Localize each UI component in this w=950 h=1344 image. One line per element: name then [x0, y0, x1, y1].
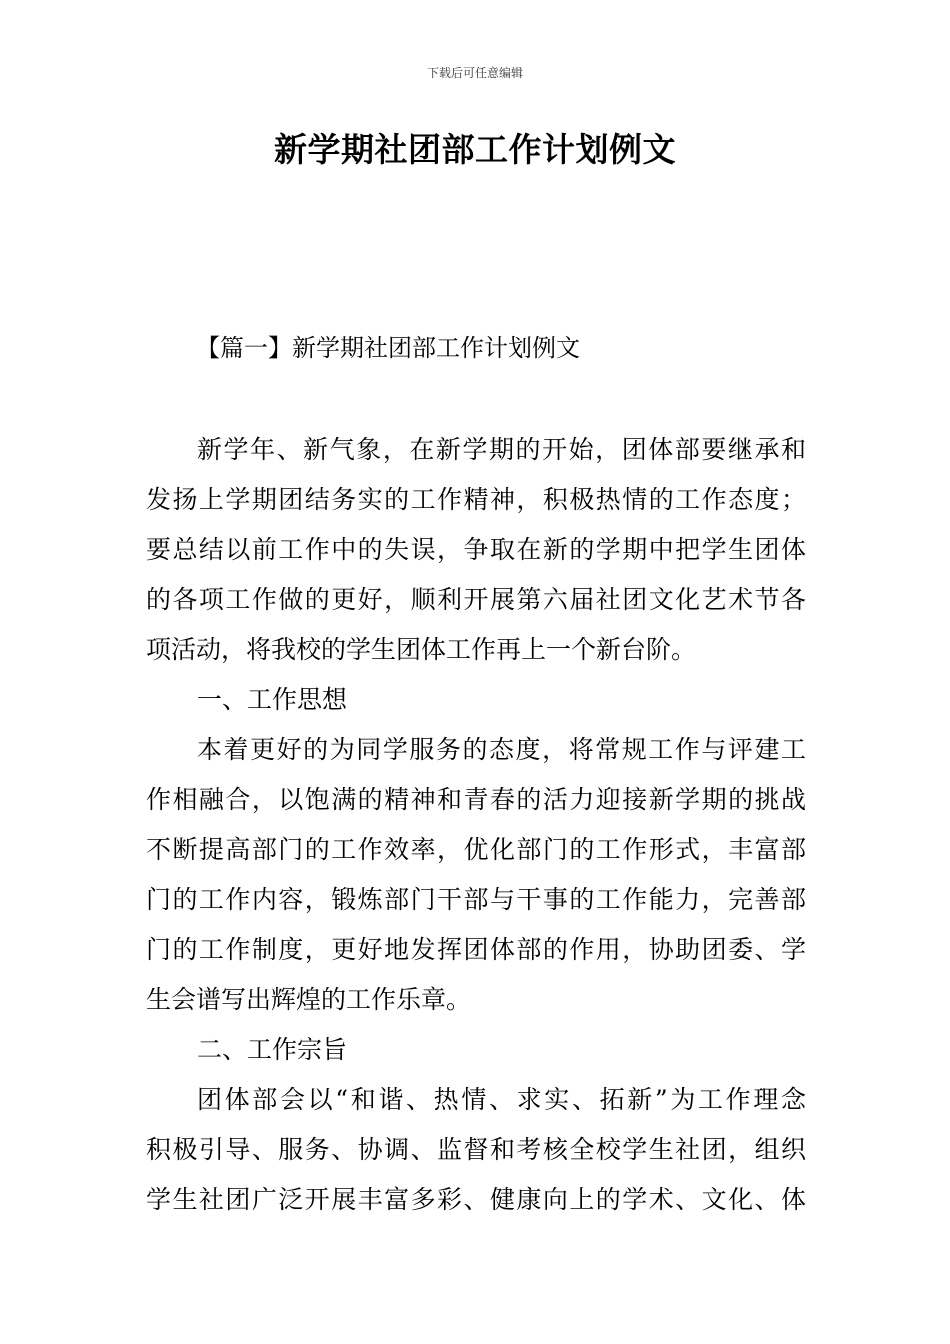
paragraph-line: 团体部会以“和谐、热情、求实、拓新”为工作理念: [197, 1085, 806, 1114]
heading-work-philosophy: 一、工作思想: [197, 685, 348, 714]
paragraph-line: 本着更好的为同学服务的态度，将常规工作与评建工: [197, 735, 806, 764]
paragraph-line: 学生社团广泛开展丰富多彩、健康向上的学术、文化、体: [146, 1185, 806, 1214]
paragraph-line: 发扬上学期团结务实的工作精神，积极热情的工作态度；: [146, 485, 806, 514]
paragraph-line: 新学年、新气象，在新学期的开始，团体部要继承和: [197, 435, 806, 464]
section-title: 【篇一】新学期社团部工作计划例文: [196, 334, 580, 362]
document-title: 新学期社团部工作计划例文: [274, 130, 676, 169]
paragraph-line: 不断提高部门的工作效率，优化部门的工作形式，丰富部: [146, 835, 806, 864]
heading-work-purpose: 二、工作宗旨: [197, 1035, 348, 1064]
paragraph-line: 要总结以前工作中的失误，争取在新的学期中把学生团体: [146, 535, 806, 564]
paragraph-line: 生会谱写出辉煌的工作乐章。: [146, 985, 472, 1014]
paragraph-line: 门的工作制度，更好地发挥团体部的作用，协助团委、学: [146, 935, 806, 964]
body-text: [146, 425, 806, 1225]
header-note: 下载后可任意编辑: [426, 66, 523, 80]
paragraph-line: 项活动，将我校的学生团体工作再上一个新台阶。: [146, 635, 697, 664]
paragraph-line: 的各项工作做的更好，顺利开展第六届社团文化艺术节各: [146, 585, 806, 614]
paragraph-line: 积极引导、服务、协调、监督和考核全校学生社团，组织: [146, 1135, 806, 1164]
paragraph-line: 门的工作内容，锻炼部门干部与干事的工作能力，完善部: [146, 885, 806, 914]
paragraph-line: 作相融合，以饱满的精神和青春的活力迎接新学期的挑战: [146, 785, 806, 814]
